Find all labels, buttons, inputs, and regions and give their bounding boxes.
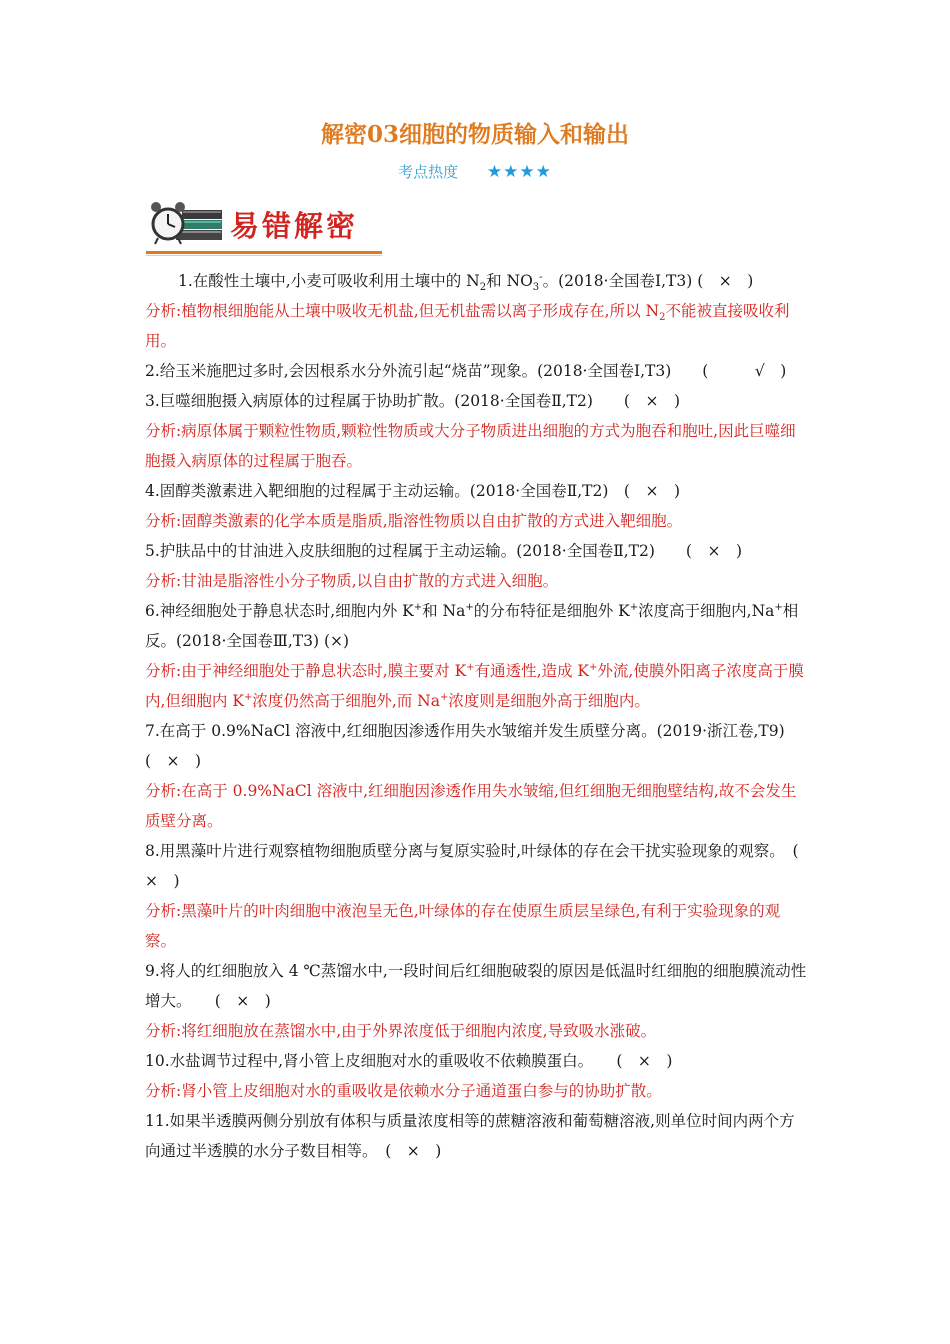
banner-underline: [146, 251, 382, 254]
alarm-clock-books-icon: [146, 194, 226, 250]
banner-underline-light: [146, 255, 382, 256]
question-5: 5.护肤品中的甘油进入皮肤细胞的过程属于主动运输。(2018·全国卷Ⅱ,T2) ( × ): [145, 542, 743, 560]
analysis-7: 分析:在高于 0.9%NaCl 溶液中,红细胞因渗透作用失水皱缩,但红细胞无细胞壁结构,故不会发生质壁分离。: [145, 782, 797, 830]
question-7: 7.在高于 0.9%NaCl 溶液中,红细胞因渗透作用失水皱缩并发生质壁分离。(2019·浙江卷,T9) ( × ): [145, 722, 832, 770]
page-title: 解密03细胞的物质输入和输出: [320, 121, 629, 148]
analysis-5: 分析:甘油是脂溶性小分子物质,以自由扩散的方式进入细胞。: [145, 572, 559, 590]
analysis-6: 分析:由于神经细胞处于静息状态时,膜主要对 K+有通透性,造成 K+外流,使膜外阳离子浓度高于膜内,但细胞内 K+浓度仍然高于细胞外,而 Na+浓度则是细胞外高于细胞内。: [145, 661, 804, 710]
analysis-1: 分析:植物根细胞能从土壤中吸收无机盐,但无机盐需以离子形成存在,所以 $N_2$不能被直接吸收利用。: [145, 302, 790, 350]
analysis-8: 分析:黑藻叶片的叶肉细胞中液泡呈无色,叶绿体的存在使原生质层呈绿色,有利于实验现象的观察。: [145, 902, 781, 950]
question-6: 6.神经细胞处于静息状态时,细胞内外 K+和 Na+的分布特征是细胞外 K+浓度高于细胞内,Na+相反。(2018·全国卷Ⅲ,T3) (×): [145, 601, 799, 650]
section-banner: [146, 194, 382, 256]
question-4: 4.固醇类激素进入靶细胞的过程属于主动运输。(2018·全国卷Ⅱ,T2) ( × ): [145, 482, 681, 500]
question-9: 9.将人的红细胞放入 4 ℃蒸馏水中,一段时间后红细胞破裂的原因是低温时红细胞的细胞膜流动性增大。 ( × ): [145, 962, 807, 1010]
question-11: 11.如果半透膜两侧分别放有体积与质量浓度相等的蔗糖溶液和葡萄糖溶液,则单位时间内两个方向通过半透膜的水分子数目相等。 ( × ): [145, 1112, 795, 1160]
star-rating-icon: ★★★★: [486, 162, 552, 182]
question-10: 10.水盐调节过程中,肾小管上皮细胞对水的重吸收不依赖膜蛋白。 ( × ): [145, 1052, 673, 1070]
heat-label: 考点热度: [398, 163, 459, 181]
heat-rating: [0, 161, 950, 182]
analysis-3: 分析:病原体属于颗粒性物质,颗粒性物质或大分子物质进出细胞的方式为胞吞和胞吐,因此巨噬细胞摄入病原体的过程属于胞吞。: [145, 422, 796, 470]
question-8: 8.用黑藻叶片进行观察植物细胞质壁分离与复原实验时,叶绿体的存在会干扰实验现象的观察。 ( × ): [145, 842, 815, 890]
analysis-9: 分析:将红细胞放在蒸馏水中,由于外界浓度低于细胞内浓度,导致吸水涨破。: [145, 1022, 657, 1040]
analysis-4: 分析:固醇类激素的化学本质是脂质,脂溶性物质以自由扩散的方式进入靶细胞。: [145, 512, 683, 530]
banner-label: 易错解密: [230, 209, 359, 243]
question-2: 2.给玉米施肥过多时,会因根系水分外流引起“烧苗”现象。(2018·全国卷Ⅰ,T3) ( √ ): [145, 362, 787, 380]
question-3: 3.巨噬细胞摄入病原体的过程属于协助扩散。(2018·全国卷Ⅱ,T2) ( × ): [145, 392, 681, 410]
question-list: [145, 266, 832, 1166]
question-1: 1.在酸性土壤中,小麦可吸收利用土壤中的 $N_2$和 $NO_3^-$。(2018·全国卷Ⅰ,T3) ( × ): [178, 271, 754, 294]
analysis-10: 分析:肾小管上皮细胞对水的重吸收是依赖水分子通道蛋白参与的协助扩散。: [145, 1082, 662, 1100]
